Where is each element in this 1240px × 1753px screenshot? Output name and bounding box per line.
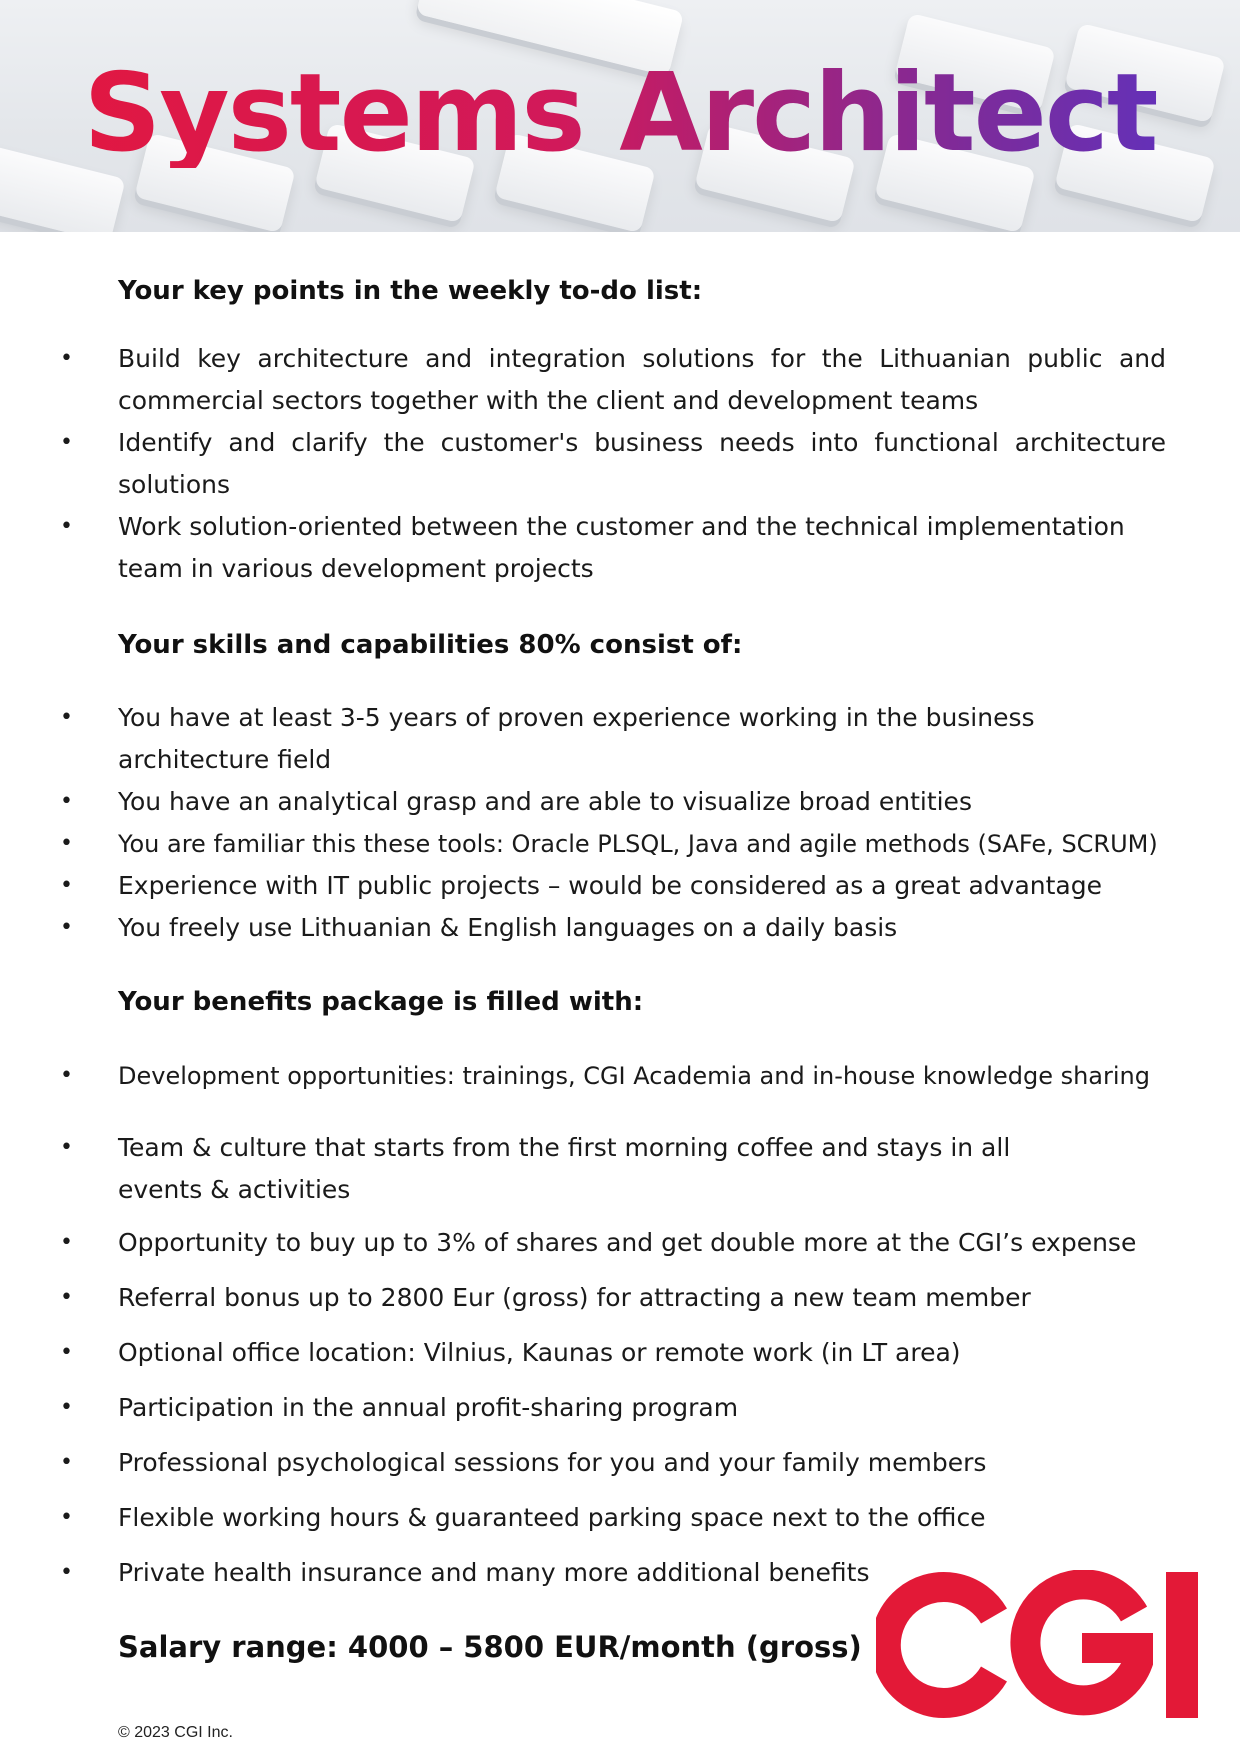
bullet-icon: •	[60, 514, 73, 539]
list-item-text: You have at least 3-5 years of proven experience working in the business architecture field	[118, 703, 1035, 774]
bullet-icon: •	[60, 1560, 73, 1585]
list-item-text: You have an analytical grasp and are able to visualize broad entities	[118, 787, 972, 816]
cgi-logo-i	[1166, 1572, 1198, 1718]
section-heading-benefits: Your benefits package is filled with:	[118, 987, 644, 1017]
list-item-text: Flexible working hours & guaranteed parking space next to the office	[118, 1503, 986, 1532]
list-item-text: You freely use Lithuanian & English languages on a daily basis	[118, 913, 898, 942]
bullet-icon: •	[60, 1340, 73, 1365]
bullet-icon: •	[60, 1135, 73, 1160]
bullet-icon: •	[60, 873, 73, 898]
bullet-icon: •	[60, 1285, 73, 1310]
list-item-text: Development opportunities: trainings, CGI Academia and in-house knowledge sharing	[118, 1062, 1150, 1090]
list-item-text: Team & culture that starts from the first morning coffee and stays in all events & activities	[118, 1133, 1011, 1204]
cgi-logo-g	[1025, 1584, 1138, 1700]
bullet-icon: •	[60, 1395, 73, 1420]
cgi-logo-c	[886, 1587, 994, 1703]
list-item-text: Private health insurance and many more additional benefits	[118, 1558, 870, 1587]
bullet-icon: •	[60, 346, 73, 371]
section-heading-todo: Your key points in the weekly to-do list:	[118, 276, 703, 306]
copyright-notice: © 2023 CGI Inc.	[118, 1724, 233, 1741]
bullet-icon: •	[60, 789, 73, 814]
cgi-logo	[876, 1570, 1206, 1720]
section-heading-skills: Your skills and capabilities 80% consist of:	[118, 630, 743, 660]
list-item-text: You are familiar this these tools: Oracle PLSQL, Java and agile methods (SAFe, SCRUM)	[118, 830, 1158, 858]
list-item-text: Referral bonus up to 2800 Eur (gross) for attracting a new team member	[118, 1283, 1031, 1312]
bullet-icon: •	[60, 1450, 73, 1475]
list-item-text: Optional office location: Vilnius, Kaunas or remote work (in LT area)	[118, 1338, 961, 1367]
bullet-icon: •	[60, 915, 73, 940]
list-item-text: Professional psychological sessions for you and your family members	[118, 1448, 987, 1477]
bullet-icon: •	[60, 1230, 73, 1255]
list-item-text: Participation in the annual profit-sharing program	[118, 1393, 739, 1422]
list-item-text: Identify and clarify the customer's business needs into functional architecture solutions	[118, 428, 1166, 499]
list-item-text: Opportunity to buy up to 3% of shares and get double more at the CGI’s expense	[118, 1228, 1137, 1257]
bullet-icon: •	[60, 430, 73, 455]
salary-range: Salary range: 4000 – 5800 EUR/month (gross)	[118, 1630, 862, 1664]
page-title: Systems Architect	[0, 60, 1240, 168]
bullet-icon: •	[60, 1063, 73, 1088]
bullet-icon: •	[60, 831, 73, 856]
list-item-text: Experience with IT public projects – would be considered as a great advantage	[118, 871, 1102, 900]
bullet-icon: •	[60, 1505, 73, 1530]
header-banner	[0, 0, 1240, 232]
bullet-icon: •	[60, 705, 73, 730]
list-item-text: Work solution-oriented between the customer and the technical implementation team in various development projects	[118, 512, 1125, 583]
list-item-text: Build key architecture and integration solutions for the Lithuanian public and commercial sectors together with the client and development teams	[118, 344, 1166, 415]
